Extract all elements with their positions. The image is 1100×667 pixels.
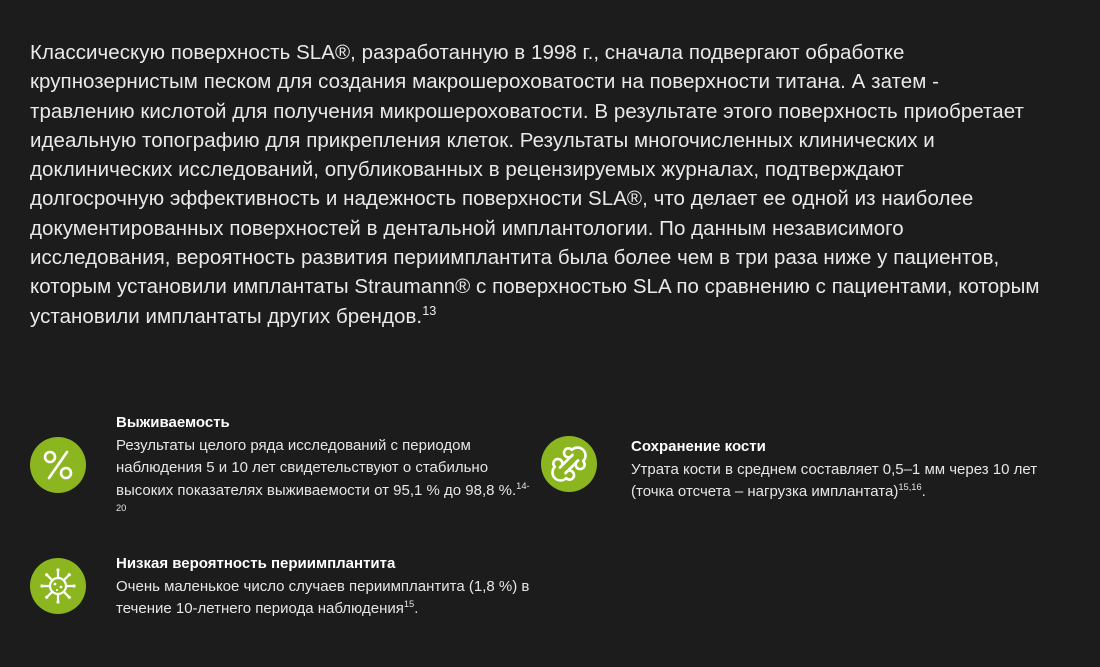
feature-survival-reference: 14-20 [116,480,530,513]
virus-icon [30,558,86,614]
intro-text: Классическую поверхность SLA®, разработанную в 1998 г., сначала подвергают обработке крупнозернистым песком для создания макрошероховатости на поверхности титана. А затем - травлению кислотой для получения микрошероховатости. В результате этого поверхность приобретает идеальную топографию для прикрепления клеток. Результаты многочисленных клинических и доклинических исследований, опубликованных в рецензируемых журналах, подтверждают долгосрочную эффективность и надежность поверхности SLA®, что делает ее одной из наиболее документированных поверхностей в дентальной имплантологии. По данным независимого исследования, вероятность развития периимплантита была более чем в три раза ниже у пациентов, которым установили имплантаты Straumann® с поверхностью SLA по сравнению с пациентами, которым установили имплантаты других брендов. [30,41,1040,328]
feature-peri-text [116,553,556,621]
feature-peri-end: . [414,600,419,617]
feature-bone-reference: 15,16 [898,482,922,492]
intro-paragraph [30,38,1040,331]
feature-bone-body: Утрата кости в среднем составляет 0,5–1 мм через 10 лет (точка отсчета – нагрузка имплантата) [631,460,1038,500]
feature-bone-end: . [921,483,926,500]
feature-peri-reference: 15 [403,599,415,609]
feature-bone-title: Сохранение кости [631,438,766,455]
feature-bone-text [631,436,1071,504]
percent-icon [30,437,86,493]
feature-peri-body: Очень маленькое число случаев периимплантита (1,8 %) в течение 10-летнего периода наблюдения [116,577,530,617]
feature-peri-title: Низкая вероятность периимплантита [116,555,396,572]
bone-icon [541,436,597,492]
feature-survival-title: Выживаемость [116,414,230,431]
intro-reference: 13 [422,302,437,318]
feature-survival-text [116,412,536,525]
feature-survival-body: Результаты целого ряда исследований с периодом наблюдения 5 и 10 лет свидетельствуют о стабильно высоких показателях выживаемости от 95,1 % до 98,8 %. [116,436,517,499]
